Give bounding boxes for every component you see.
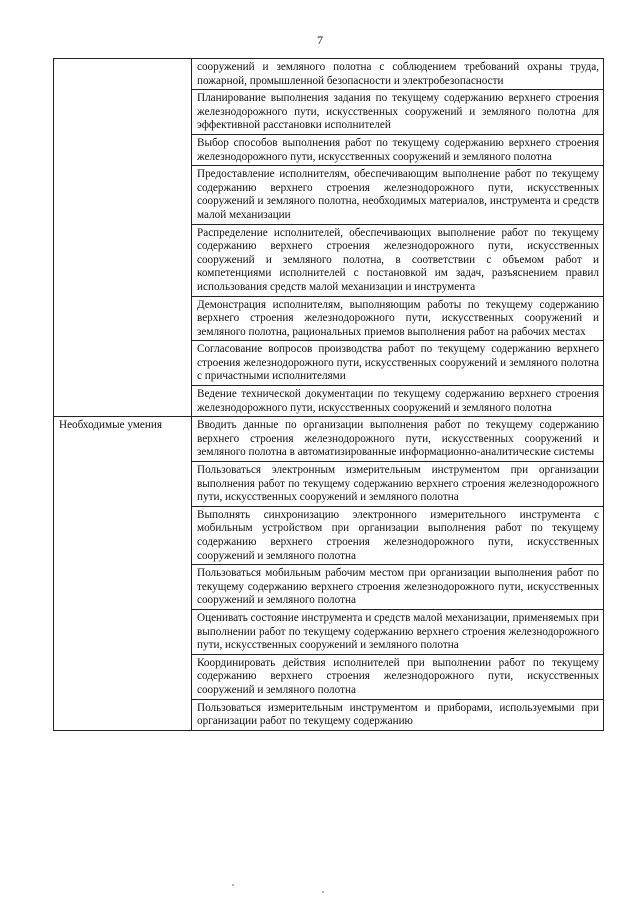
table-row bbox=[54, 59, 604, 90]
table-cell: Пользоваться мобильным рабочим местом при организации выполнения работ по текущему содержанию верхнего строения железнодорожного пути, искусственных сооружений и земляного полотна bbox=[192, 565, 604, 610]
table-cell: Пользоваться измерительным инструментом и приборами, используемыми при организации работ по текущему содержанию bbox=[192, 699, 604, 730]
table-cell: Распределение исполнителей, обеспечивающих выполнение работ по текущему содержанию верхнего строения железнодорожного пути, искусственных сооружений и земляного полотна, в соответствии с объемом работ и компетенциями исполнителей с постановкой им задач, разъяснением правил использования средств малой механизации и инструмента bbox=[192, 224, 604, 296]
scan-artifact bbox=[322, 891, 324, 893]
table-cell: Планирование выполнения задания по текущему содержанию верхнего строения железнодорожного пути, искусственных сооружений и земляного полотна для эффективной расстановки исполнителей bbox=[192, 90, 604, 135]
table-cell: Пользоваться электронным измерительным инструментом при организации выполнения работ по текущему содержанию верхнего строения железнодорожного пути, искусственных сооружений и земляного полотна bbox=[192, 462, 604, 507]
table-cell: Демонстрация исполнителям, выполняющим работы по текущему содержанию верхнего строения железнодорожного пути, искусственных сооружений и земляного полотна, рациональных приемов выполнения работ на рабочих местах bbox=[192, 296, 604, 341]
competency-table bbox=[53, 58, 604, 731]
table-cell: сооружений и земляного полотна с соблюдением требований охраны труда, пожарной, промышленной безопасности и электробезопасности bbox=[192, 59, 604, 90]
table-cell: Выполнять синхронизацию электронного измерительного инструмента с мобильным устройством при организации выполнения работ по текущему содержанию верхнего строения железнодорожного пути, искусственных сооружений и земляного полотна bbox=[192, 506, 604, 564]
table-cell: Оценивать состояние инструмента и средств малой механизации, применяемых при выполнении работ по текущему содержанию верхнего строения железнодорожного пути, искусственных сооружений и земляного полотна bbox=[192, 609, 604, 654]
skills-label: Необходимые умения bbox=[54, 417, 192, 730]
table-cell: Выбор способов выполнения работ по текущему содержанию верхнего строения железнодорожного пути, искусственных сооружений и земляного полотна bbox=[192, 134, 604, 165]
table-cell: Вводить данные по организации выполнения работ по текущему содержанию верхнего строения железнодорожного пути, искусственных сооружений и земляного полотна в автоматизированные информационно-аналитические системы bbox=[192, 417, 604, 462]
labor-actions-label-continued bbox=[54, 59, 192, 417]
page-number: 7 bbox=[317, 33, 323, 47]
table-cell: Координировать действия исполнителей при выполнении работ по текущему содержанию верхнего строения железнодорожного пути, искусственных сооружений и земляного полотна bbox=[192, 654, 604, 699]
table-cell: Согласование вопросов производства работ по текущему содержанию верхнего строения железнодорожного пути, искусственных сооружений и земляного полотна с причастными исполнителями bbox=[192, 341, 604, 386]
scan-artifact bbox=[232, 884, 234, 886]
table-cell: Ведение технической документации по текущему содержанию верхнего строения железнодорожного пути, искусственных сооружений и земляного полотна bbox=[192, 386, 604, 417]
table-cell: Предоставление исполнителям, обеспечивающим выполнение работ по текущему содержанию верхнего строения железнодорожного пути, искусственных сооружений и земляного полотна, необходимых материалов, инструмента и средств малой механизации bbox=[192, 166, 604, 224]
table-row bbox=[54, 417, 604, 462]
